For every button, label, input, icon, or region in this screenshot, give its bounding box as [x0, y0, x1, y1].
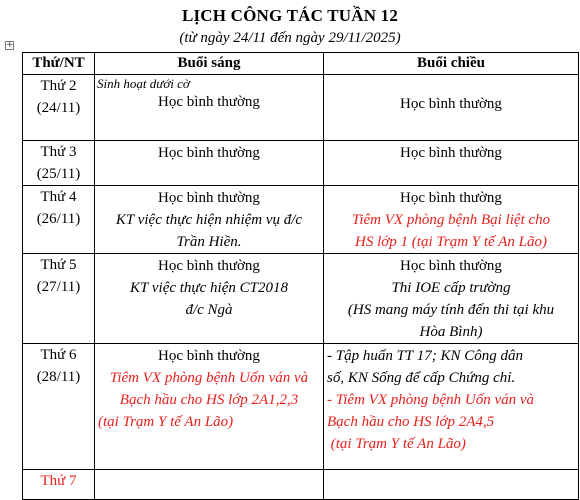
morning-note: Sinh hoạt dưới cờ: [97, 76, 190, 91]
table-row: [23, 344, 579, 470]
day-date: (27/11): [36, 279, 81, 295]
day-cell: [23, 75, 95, 141]
afternoon-cell: [324, 186, 579, 254]
header-row: [23, 53, 579, 75]
afternoon-line: - Tập huấn TT 17; KN Công dân: [327, 348, 524, 364]
afternoon-line: (HS mang máy tính đến thi tại khu: [347, 302, 555, 318]
day-name: Thứ 6: [40, 347, 77, 363]
schedule-date-range: (từ ngày 24/11 đến ngày 29/11/2025): [179, 30, 401, 46]
morning-line: Học bình thường: [158, 94, 260, 110]
table-row: [23, 186, 579, 254]
afternoon-line: Học bình thường: [400, 190, 502, 206]
morning-cell: [95, 254, 324, 344]
afternoon-line-highlight: - Tiêm VX phòng bệnh Uốn ván và: [327, 392, 535, 408]
day-date: (28/11): [36, 369, 81, 385]
morning-line: Học bình thường: [158, 348, 260, 364]
day-date: (26/11): [36, 211, 81, 227]
schedule-title: LỊCH CÔNG TÁC TUẦN 12: [181, 6, 399, 25]
afternoon-cell: [324, 470, 579, 500]
afternoon-line-highlight: (tại Trạm Y tế An Lão): [327, 436, 466, 452]
morning-line: đ/c Ngà: [185, 302, 233, 318]
morning-line-highlight: Bạch hầu cho HS lớp 2A1,2,3: [119, 392, 299, 408]
morning-line: Học bình thường: [158, 258, 260, 274]
morning-cell: [95, 141, 324, 186]
afternoon-line: số, KN Sống để cấp Chứng chỉ.: [327, 370, 516, 386]
table-row: [23, 254, 579, 344]
table-row: [23, 141, 579, 186]
header-morning: Buổi sáng: [95, 53, 324, 75]
afternoon-cell: [324, 344, 579, 470]
morning-line: Học bình thường: [158, 145, 260, 161]
day-name: Thứ 5: [40, 257, 77, 273]
afternoon-cell: [324, 141, 579, 186]
morning-line: Học bình thường: [158, 190, 260, 206]
afternoon-line-highlight: Tiêm VX phòng bệnh Bại liệt cho: [351, 212, 551, 228]
day-cell: [23, 470, 95, 500]
afternoon-line: Thi IOE cấp trường: [391, 280, 511, 296]
morning-line: KT việc thực hiện CT2018: [130, 280, 288, 296]
table-row: [23, 470, 579, 500]
afternoon-line-highlight: Bạch hầu cho HS lớp 2A4,5: [327, 414, 495, 430]
morning-line: KT việc thực hiện nhiệm vụ đ/c: [115, 212, 303, 228]
header-afternoon: Buổi chiều: [324, 53, 579, 75]
day-name: Thứ 2: [40, 78, 77, 94]
day-cell: [23, 186, 95, 254]
afternoon-line: Học bình thường: [400, 258, 502, 274]
afternoon-line: Hòa Bình): [419, 324, 483, 340]
morning-line: Trần Hiền.: [176, 234, 242, 250]
day-date: (25/11): [36, 166, 81, 182]
afternoon-cell: [324, 75, 579, 141]
morning-line-highlight: Tiêm VX phòng bệnh Uốn ván và: [109, 370, 309, 386]
schedule-table: [22, 52, 579, 500]
morning-cell: [95, 344, 324, 470]
afternoon-cell: [324, 254, 579, 344]
table-row: [23, 75, 579, 141]
day-cell: [23, 254, 95, 344]
morning-cell: [95, 470, 324, 500]
table-move-handle-icon[interactable]: +: [6, 40, 14, 50]
day-date: (24/11): [36, 100, 81, 116]
morning-cell: [95, 75, 324, 141]
day-cell: [23, 344, 95, 470]
afternoon-line-highlight: HS lớp 1 (tại Trạm Y tế An Lão): [355, 234, 547, 250]
morning-cell: [95, 186, 324, 254]
day-cell: [23, 141, 95, 186]
afternoon-line: Học bình thường: [400, 145, 502, 161]
day-name: Thứ 3: [40, 144, 77, 160]
day-name: Thứ 4: [40, 189, 77, 205]
day-name: Thứ 7: [40, 473, 77, 489]
morning-line-highlight: (tại Trạm Y tế An Lão): [98, 414, 234, 430]
header-day: Thứ/NT: [23, 53, 95, 75]
afternoon-line: Học bình thường: [400, 95, 502, 112]
